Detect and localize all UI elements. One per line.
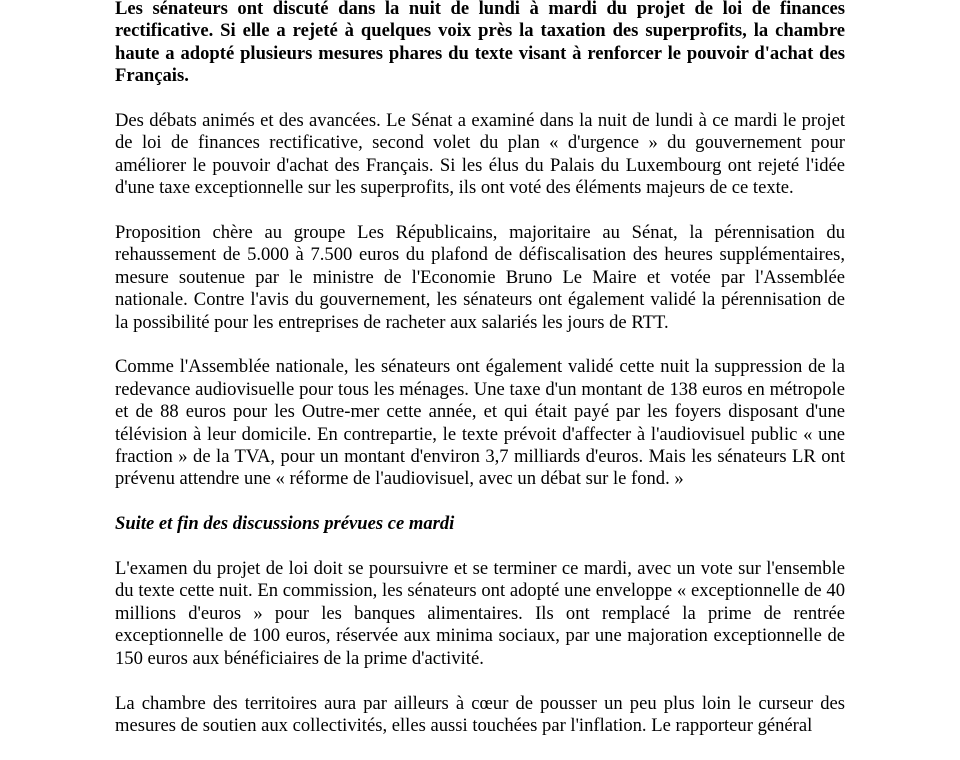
article-paragraph-2: Proposition chère au groupe Les Républicains, majoritaire au Sénat, la pérennisation du rehaussement de 5.000 à 7.500 euros du plafond de défiscalisation des heures supplémentaires, mesure soutenue par le ministre de l'Economie Bruno Le Maire et votée par l'Assemblée nationale. Contre l'avis du gouvernement, les sénateurs ont également validé la pérennisation de la possibilité pour les entreprises de racheter aux salariés les jours de RTT. (115, 222, 845, 333)
article-subheading: Suite et fin des discussions prévues ce mardi (115, 513, 455, 535)
document-page (115, 0, 845, 760)
article-lead: Les sénateurs ont discuté dans la nuit de lundi à mardi du projet de loi de finances rectificative. Si elle a rejeté à quelques voix près la taxation des superprofits, la chambre haute a adopté plusieurs mesures phares du texte visant à renforcer le pouvoir d'achat des Français. (115, 0, 845, 87)
article-paragraph-5: La chambre des territoires aura par ailleurs à cœur de pousser un peu plus loin le curseur des mesures de soutien aux collectivités, elles aussi touchées par l'inflation. Le rapporteur général (115, 692, 845, 736)
article-paragraph-1: Des débats animés et des avancées. Le Sénat a examiné dans la nuit de lundi à ce mardi le projet de loi de finances rectificative, second volet du plan « d'urgence » du gouvernement pour améliorer le pouvoir d'achat des Français. Si les élus du Palais du Luxembourg ont rejeté l'idée d'une taxe exceptionnelle sur les superprofits, ils ont voté des éléments majeurs de ce texte. (115, 110, 845, 199)
article-paragraph-3: Comme l'Assemblée nationale, les sénateurs ont également validé cette nuit la suppression de la redevance audiovisuelle pour tous les ménages. Une taxe d'un montant de 138 euros en métropole et de 88 euros pour les Outre-mer cette année, et qui était payé par les foyers disposant d'une télévision à leur domicile. En contrepartie, le texte prévoit d'affecter à l'audiovisuel public « une fraction » de la TVA, pour un montant d'environ 3,7 milliards d'euros. Mais les sénateurs LR ont prévenu attendre une « réforme de l'audiovisuel, avec un débat sur le fond. » (115, 356, 845, 490)
article-paragraph-4: L'examen du projet de loi doit se poursuivre et se terminer ce mardi, avec un vote sur l'ensemble du texte cette nuit. En commission, les sénateurs ont adopté une enveloppe « exceptionnelle de 40 millions d'euros » pour les banques alimentaires. Ils ont remplacé la prime de rentrée exceptionnelle de 100 euros, réservée aux minima sociaux, par une majoration exceptionnelle de 150 euros aux bénéficiaires de la prime d'activité. (115, 558, 845, 669)
